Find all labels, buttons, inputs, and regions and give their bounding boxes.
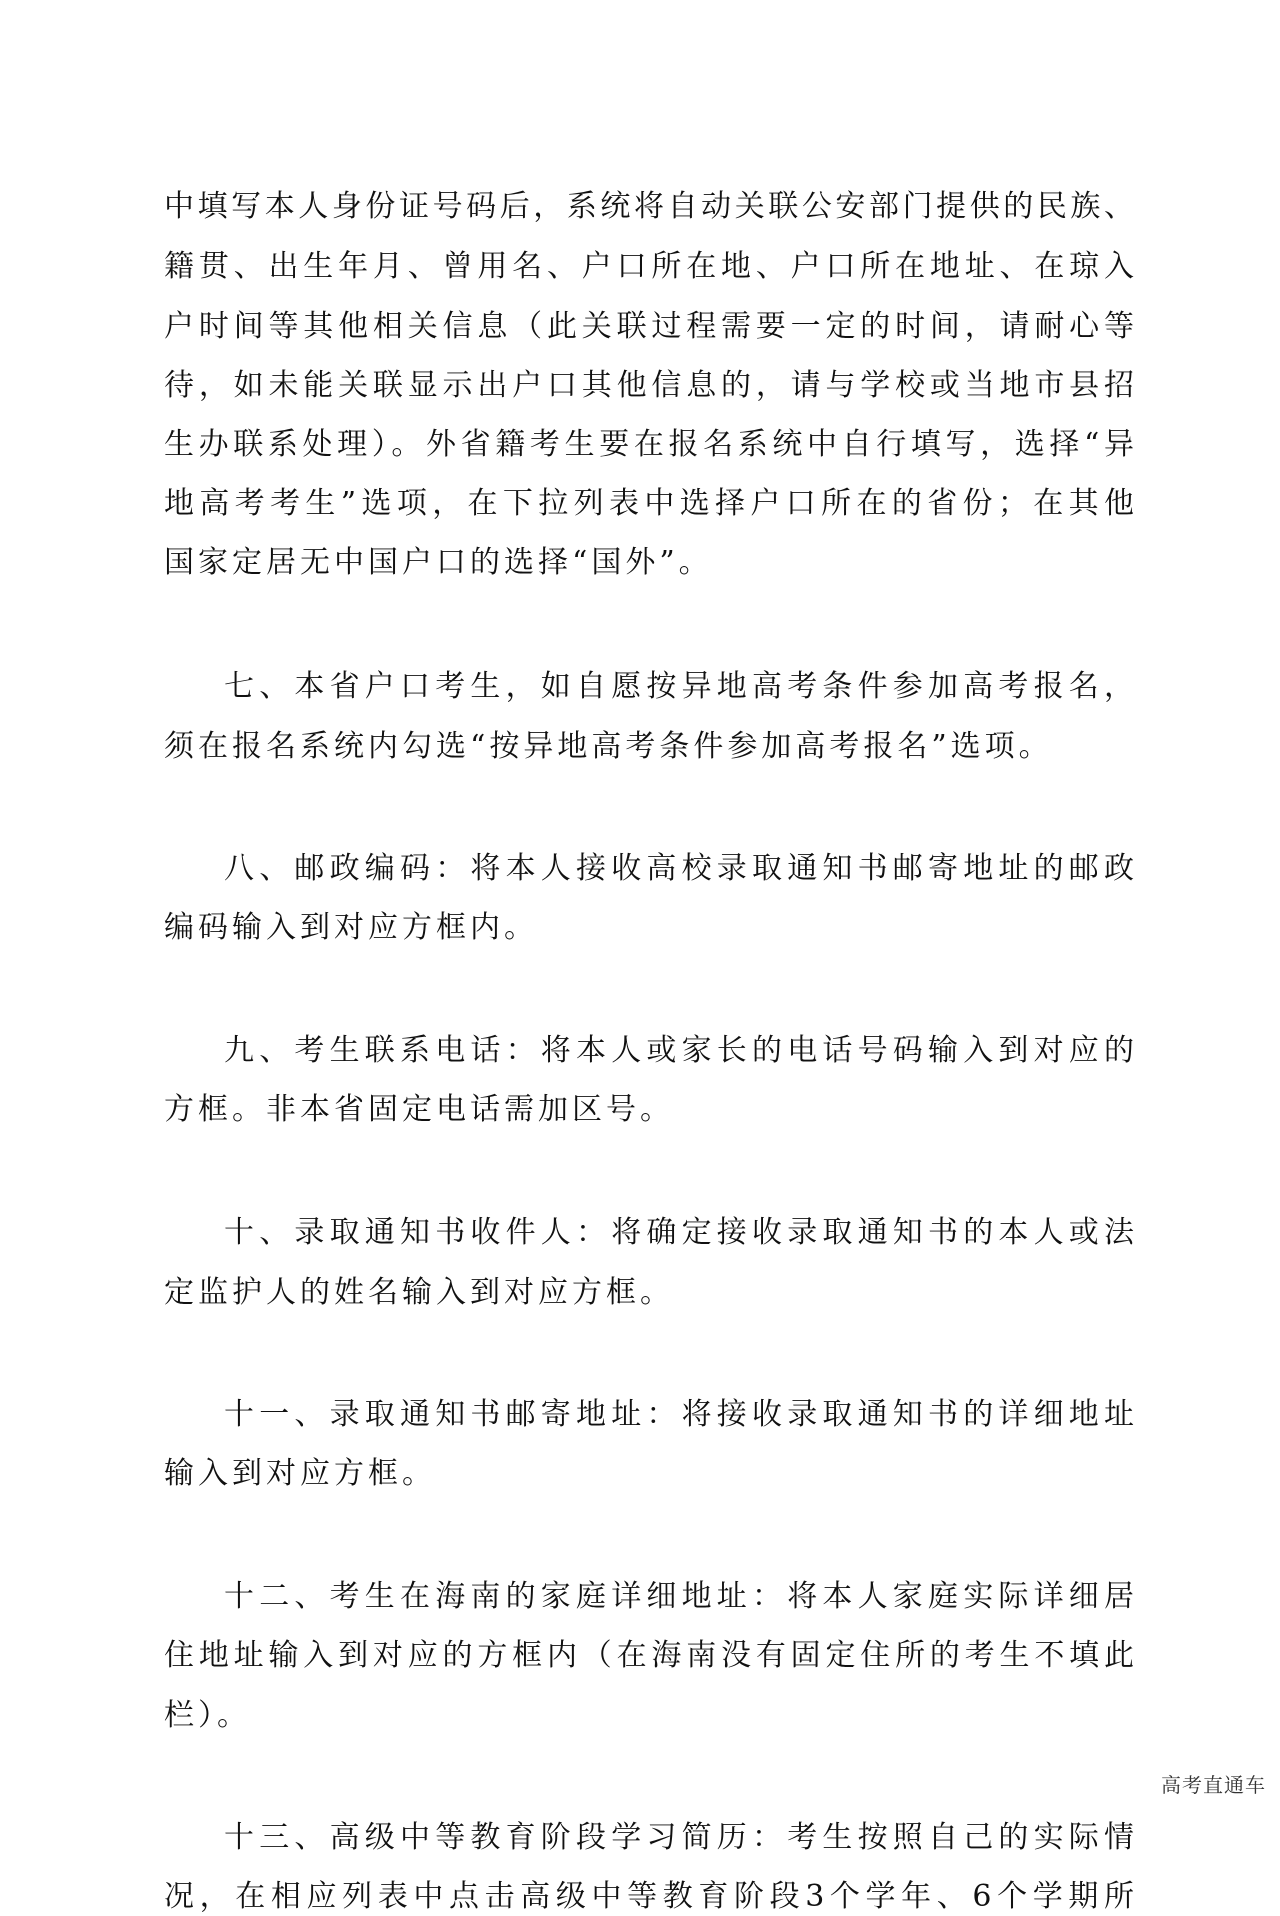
paragraph-line: 九、考生联系电话：将本人或家长的电话号码输入到对应的 — [224, 1033, 1134, 1068]
paragraph-line: 十一、录取通知书邮寄地址：将接收录取通知书的详细地址 — [224, 1397, 1134, 1432]
paragraph-line: 十三、高级中等教育阶段学习简历：考生按照自己的实际情 — [224, 1820, 1134, 1855]
paragraph-line: 地高考考生”选项，在下拉列表中选择户口所在的省份；在其他 — [164, 486, 1134, 521]
paragraph-line: 定监护人的姓名输入到对应方框。 — [164, 1275, 674, 1310]
paragraph-line: 十二、考生在海南的家庭详细地址：将本人家庭实际详细居 — [224, 1579, 1134, 1614]
paragraph-line: 待，如未能关联显示出户口其他信息的，请与学校或当地市县招 — [164, 368, 1134, 403]
paragraph-line: 栏）。 — [164, 1698, 251, 1733]
paragraph-line: 须在报名系统内勾选“按异地高考条件参加高考报名”选项。 — [164, 729, 1053, 764]
paragraph-line: 户时间等其他相关信息（此关联过程需要一定的时间，请耐心等 — [164, 309, 1134, 344]
paragraph-line: 七、本省户口考生，如自愿按异地高考条件参加高考报名， — [224, 669, 1134, 704]
paragraph-line: 十、录取通知书收件人：将确定接收录取通知书的本人或法 — [224, 1215, 1134, 1250]
paragraph-line: 住地址输入到对应的方框内（在海南没有固定住所的考生不填此 — [164, 1638, 1134, 1673]
paragraph-line: 编码输入到对应方框内。 — [164, 910, 538, 945]
paragraph-line: 方框。非本省固定电话需加区号。 — [164, 1092, 674, 1127]
paragraph-line: 八、邮政编码：将本人接收高校录取通知书邮寄地址的邮政 — [224, 851, 1134, 886]
paragraph-line: 中填写本人身份证号码后，系统将自动关联公安部门提供的民族、 — [164, 189, 1134, 224]
paragraph-line: 国家定居无中国户口的选择“国外”。 — [164, 545, 713, 580]
paragraph-line: 输入到对应方框。 — [164, 1456, 436, 1491]
paragraph-line: 况，在相应列表中点击高级中等教育阶段3个学年、6个学期所 — [164, 1879, 1134, 1914]
paragraph-line: 生办联系处理）。外省籍考生要在报名系统中自行填写，选择“异 — [164, 427, 1134, 462]
watermark-text: 高考直通车 — [1161, 1773, 1266, 1797]
paragraph-line: 籍贯、出生年月、曾用名、户口所在地、户口所在地址、在琼入 — [164, 249, 1134, 284]
